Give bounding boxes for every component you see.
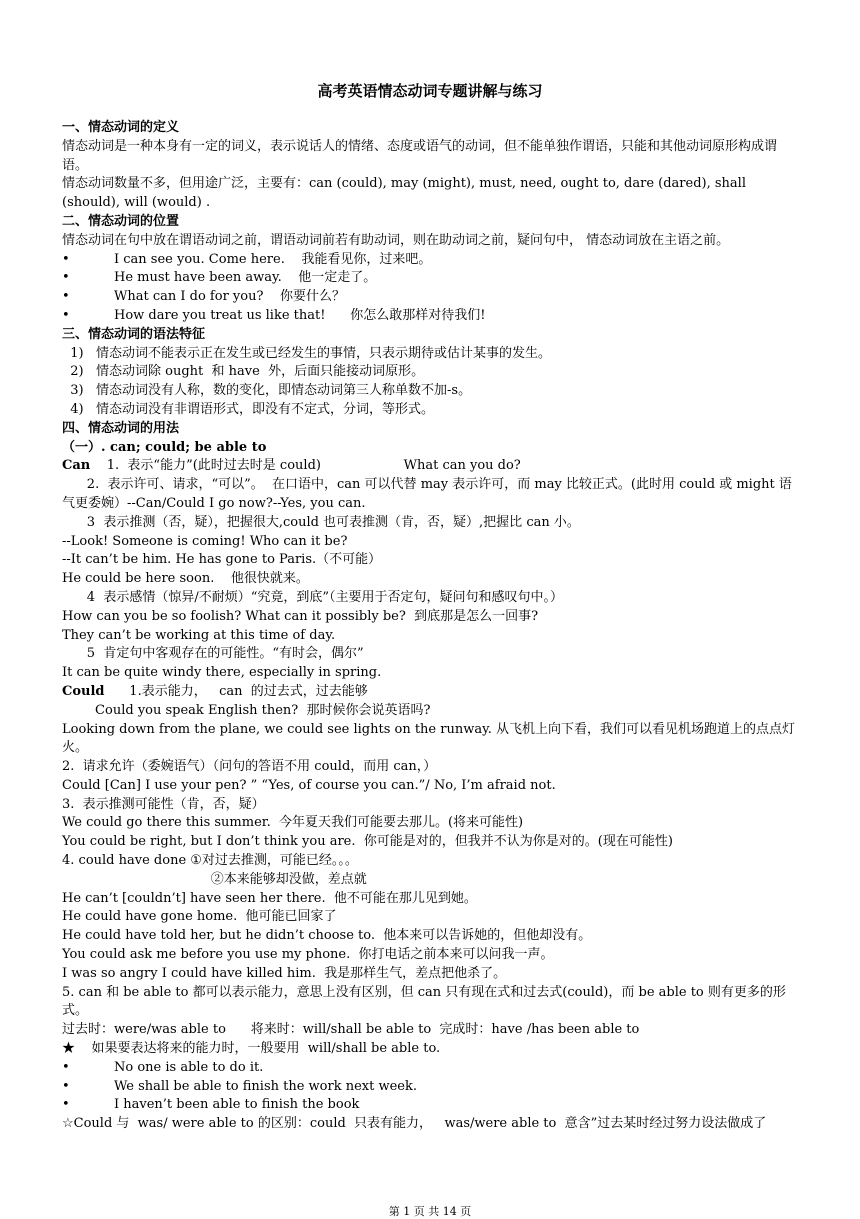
text-line: Could [Can] I use your pen? ” “Yes, of course you can.”/ No, I’m afraid not. [62, 777, 556, 793]
text-line: 3 表示推测（否，疑），把握很大,could 也可表推测（肯，否，疑）,把握比 can 小。 [62, 514, 580, 530]
text-line: 情态动词是一种本身有一定的词义，表示说话人的情绪、态度或语气的动词，但不能单独作谓语，只能和其他动词原形构成谓语。 [62, 138, 778, 173]
bullet-marker: • [62, 1059, 70, 1075]
bullet-text: No one is able to do it. [114, 1059, 264, 1075]
text-line: ☆Could 与 was/ were able to 的区别：could 只表有能力， was/were able to 意含”过去某时经过努力设法做成了 [62, 1116, 767, 1132]
text-line: He could be here soon. 他很快就来。 [62, 571, 309, 587]
text-line: I was so angry I could have killed him. 我是那样生气，差点把他杀了。 [62, 965, 507, 981]
text-line: 4) 情态动词没有非谓语形式，即没有不定式，分词，等形式。 [62, 401, 435, 417]
bullet-text: How dare you treat us like that! 你怎么敢那样对待我们! [114, 307, 486, 323]
bullet-text: He must have been away. 他一定走了。 [114, 270, 377, 286]
bullet-text: I can see you. Come here. 我能看见你，过来吧。 [114, 251, 432, 267]
bullet-item [62, 1096, 802, 1115]
text-line: 3. 表示推测可能性（肯，否，疑） [62, 796, 265, 812]
text-line: 5. can 和 be able to 都可以表示能力，意思上没有区别，但 can 只有现在式和过去式(could)，而 be able to 则有更多的形式。 [62, 984, 786, 1019]
section-keyword: Could [62, 683, 105, 699]
text-line: We could go there this summer. 今年夏天我们可能要去那儿。(将来可能性) [62, 815, 524, 831]
bullet-marker: • [62, 289, 70, 305]
section-heading: 三、情态动词的语法特征 [62, 326, 206, 342]
text-line: 2. 请求允许（委婉语气）（问句的答语不用 could，而用 can，） [62, 759, 437, 775]
bullet-text: We shall be able to finish the work next week. [114, 1078, 418, 1094]
bullet-text: What can I do for you? 你要什么？ [114, 289, 345, 305]
text-line: It can be quite windy there, especially in spring. [62, 665, 382, 681]
text-line: You could be right, but I don’t think you are. 你可能是对的，但我并不认为你是对的。(现在可能性) [62, 834, 673, 850]
text-line: Could you speak English then? 那时候你会说英语吗? [62, 702, 431, 718]
text-line: 2) 情态动词除 ought 和 have 外，后面只能接动词原形。 [62, 364, 425, 380]
section-heading: 四、情态动词的用法 [62, 420, 180, 436]
section-text: 1.表示能力， can 的过去式，过去能够 [104, 683, 368, 699]
section-keyword: Can [62, 458, 91, 474]
section-heading: 二、情态动词的位置 [62, 213, 180, 229]
text-line: 过去时：were/was able to 将来时：will/shall be able to 完成时：have /has been able to [62, 1022, 640, 1038]
text-line: --It can’t be him. He has gone to Paris.（不可能） [62, 552, 382, 568]
text-line: Looking down from the plane, we could see lights on the runway. 从飞机上向下看，我们可以看见机场跑道上的点点灯火。 [62, 721, 795, 756]
text-line: 情态动词数量不多，但用途广泛，主要有：can (could), may (might), must, need, ought to, dare (dared), shall (should), will (would) . [62, 176, 746, 211]
text-line: He could have told her, but he didn’t choose to. 他本来可以告诉她的，但他却没有。 [62, 928, 592, 944]
text-line: 4 表示感情（惊异/不耐烦）“究竟，到底”（主要用于否定句，疑问句和感叹句中。） [62, 589, 564, 605]
bullet-text: I haven’t been able to finish the book [114, 1097, 360, 1113]
page-footer: 第 1 页 共 14 页 [388, 1205, 472, 1218]
section-text: 1. 表示“能力”(此时过去时是 could) What can you do? [90, 458, 521, 474]
bullet-item [62, 288, 802, 307]
bullet-item [62, 269, 802, 288]
text-line: 1) 情态动词不能表示正在发生或已经发生的事情，只表示期待或估计某事的发生。 [62, 345, 552, 361]
bullet-item [62, 1078, 802, 1097]
bullet-item [62, 1059, 802, 1078]
text-line: 3) 情态动词没有人称，数的变化，即情态动词第三人称单数不加-s。 [62, 383, 472, 399]
text-line: 4. could have done ①对过去推测，可能已经。。。 [62, 853, 358, 869]
text-line: ②本来能够却没做，差点就 [62, 871, 367, 887]
text-line: He could have gone home. 他可能已回家了 [62, 909, 337, 925]
text-line: 5 肯定句中客观存在的可能性。“有时会，偶尔” [62, 646, 364, 662]
keyword-line [62, 457, 802, 476]
bullet-marker: • [62, 270, 70, 286]
bullet-item [62, 251, 802, 270]
section-heading: 一、情态动词的定义 [62, 120, 180, 135]
bullet-marker: • [62, 307, 70, 323]
bullet-item [62, 307, 802, 326]
bullet-marker: • [62, 1078, 70, 1094]
text-line: How can you be so foolish? What can it possibly be? 到底那是怎么一回事? [62, 608, 539, 624]
section-heading: （一）. can; could; be able to [62, 439, 267, 455]
document-body [62, 119, 802, 1134]
bullet-marker: • [62, 251, 70, 267]
bullet-marker: • [62, 1097, 70, 1113]
text-line: You could ask me before you use my phone. 你打电话之前本来可以问我一声。 [62, 947, 554, 963]
keyword-line [62, 683, 802, 702]
text-line: ★ 如果要表达将来的能力时，一般要用 will/shall be able to. [62, 1041, 441, 1057]
text-line: They can’t be working at this time of day. [62, 627, 336, 643]
text-line: 情态动词在句中放在谓语动词之前，谓语动词前若有助动词，则在助动词之前，疑问句中， 情态动词放在主语之前。 [62, 232, 730, 248]
page-title: 高考英语情态动词专题讲解与练习 [317, 82, 543, 100]
text-line: --Look! Someone is coming! Who can it be? [62, 533, 348, 549]
text-line: He can’t [couldn’t] have seen her there. 他不可能在那儿见到她。 [62, 890, 477, 906]
text-line: 2. 表示许可、请求，“可以”。 在口语中，can 可以代替 may 表示许可，而 may 比较正式。(此时用 could 或 might 语气更委婉）--Can/Could I go now?--Yes, you can. [62, 477, 792, 511]
